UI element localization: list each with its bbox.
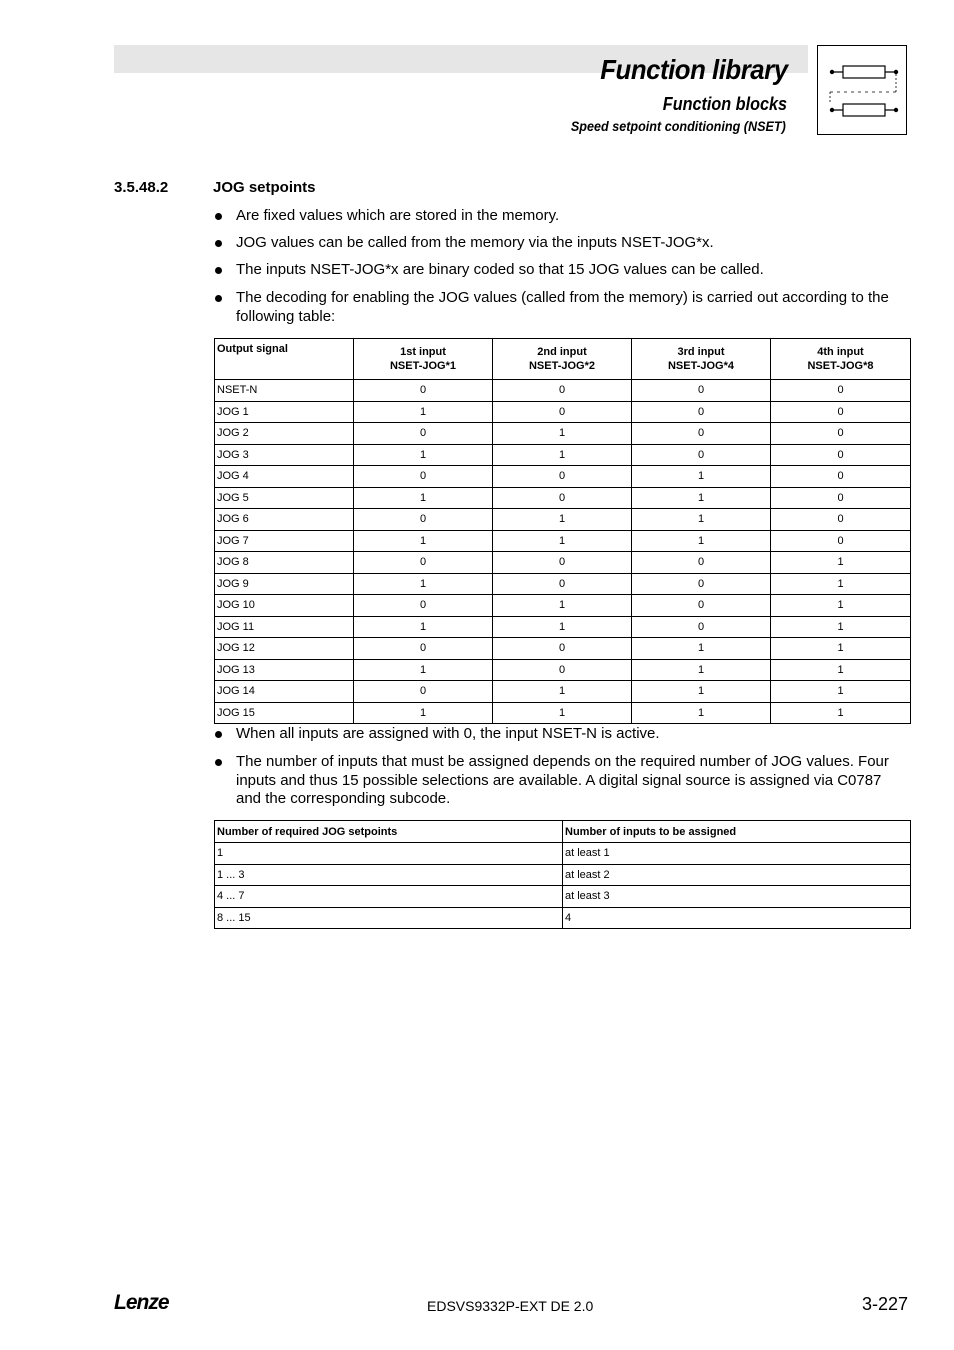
input-bit-cell: 0	[632, 401, 771, 423]
input-bit-cell: 1	[771, 702, 911, 724]
input-bit-cell: 1	[493, 702, 632, 724]
input-bit-cell: 0	[771, 401, 911, 423]
input-bit-cell: 1	[771, 573, 911, 595]
list-item-text: Are fixed values which are stored in the memory.	[236, 207, 560, 224]
section-title: JOG setpoints	[213, 179, 316, 196]
output-signal-cell: JOG 2	[215, 423, 354, 445]
input-bit-cell: 1	[771, 681, 911, 703]
table-row	[215, 843, 911, 865]
input-bit-cell: 0	[493, 659, 632, 681]
page-number: 3-227	[861, 1294, 908, 1314]
input-bit-cell: 0	[632, 552, 771, 574]
input-bit-cell: 1	[632, 466, 771, 488]
table-row	[215, 401, 911, 423]
input-bit-cell: 0	[632, 595, 771, 617]
output-signal-cell: JOG 5	[215, 487, 354, 509]
output-signal-cell: JOG 11	[215, 616, 354, 638]
input-bit-cell: 1	[632, 681, 771, 703]
table-row	[215, 864, 911, 886]
list-item-text: When all inputs are assigned with 0, the input NSET-N is active.	[236, 725, 660, 742]
section-number: 3.5.48.2	[114, 179, 169, 196]
output-signal-cell: JOG 4	[215, 466, 354, 488]
table-row	[215, 907, 911, 929]
input-bit-cell: 1	[771, 595, 911, 617]
table-row	[215, 573, 911, 595]
table-row	[215, 509, 911, 531]
page-title: Function library	[600, 54, 788, 85]
table-row	[215, 530, 911, 552]
table-header-row	[215, 339, 911, 380]
required-setpoints-cell: 4 ... 7	[215, 886, 563, 908]
table-row	[215, 681, 911, 703]
bullet-icon	[215, 759, 222, 766]
input-bit-cell: 1	[632, 659, 771, 681]
lenze-logo: Lenze	[114, 1291, 169, 1314]
input-bit-cell: 1	[493, 530, 632, 552]
list-item	[213, 289, 909, 326]
input-bit-cell: 1	[354, 444, 493, 466]
required-setpoints-cell: 8 ... 15	[215, 907, 563, 929]
table-row	[215, 444, 911, 466]
input-bit-cell: 1	[771, 552, 911, 574]
output-signal-cell: JOG 7	[215, 530, 354, 552]
input-bit-cell: 0	[771, 530, 911, 552]
input-bit-cell: 0	[771, 466, 911, 488]
required-setpoints-cell: 1 ... 3	[215, 864, 563, 886]
column-header: Number of inputs to be assigned	[563, 821, 911, 843]
input-bit-cell: 0	[493, 573, 632, 595]
input-bit-cell: 1	[354, 401, 493, 423]
bullet-icon	[215, 213, 222, 220]
table-row	[215, 487, 911, 509]
output-signal-cell: JOG 8	[215, 552, 354, 574]
output-signal-cell: JOG 10	[215, 595, 354, 617]
input-bit-cell: 1	[493, 616, 632, 638]
input-bit-cell: 0	[354, 595, 493, 617]
input-bit-cell: 1	[354, 573, 493, 595]
table-row	[215, 595, 911, 617]
input-bit-cell: 1	[632, 638, 771, 660]
input-bit-cell: 0	[493, 466, 632, 488]
table-row	[215, 423, 911, 445]
input-bit-cell: 0	[354, 380, 493, 402]
table-row	[215, 616, 911, 638]
input-bit-cell: 1	[493, 423, 632, 445]
input-bit-cell: 1	[771, 659, 911, 681]
list-item	[213, 261, 909, 280]
output-signal-cell: JOG 15	[215, 702, 354, 724]
input-bit-cell: 0	[632, 444, 771, 466]
required-inputs-table	[214, 820, 911, 929]
input-bit-cell: 0	[354, 638, 493, 660]
jog-decoding-table	[214, 338, 911, 724]
input-bit-cell: 1	[354, 616, 493, 638]
page-subtitle: Function blocks	[662, 94, 787, 114]
column-header: 4th input NSET-JOG*8	[771, 339, 911, 380]
output-signal-cell: JOG 1	[215, 401, 354, 423]
input-bit-cell: 0	[632, 423, 771, 445]
bullet-icon	[215, 240, 222, 247]
input-bit-cell: 0	[493, 552, 632, 574]
input-bit-cell: 1	[354, 702, 493, 724]
input-bit-cell: 0	[771, 509, 911, 531]
input-bit-cell: 0	[354, 552, 493, 574]
table-row	[215, 886, 911, 908]
input-bit-cell: 1	[354, 487, 493, 509]
input-bit-cell: 1	[493, 681, 632, 703]
list-item	[213, 207, 909, 226]
output-signal-cell: JOG 12	[215, 638, 354, 660]
output-signal-cell: NSET-N	[215, 380, 354, 402]
input-bit-cell: 1	[632, 509, 771, 531]
input-bit-cell: 0	[354, 509, 493, 531]
list-item	[213, 725, 909, 744]
function-block-icon	[817, 45, 907, 135]
list-item-text: The inputs NSET-JOG*x are binary coded so that 15 JOG values can be called.	[236, 261, 764, 278]
input-bit-cell: 1	[771, 616, 911, 638]
document-id: EDSVS9332P-EXT DE 2.0	[427, 1298, 594, 1314]
inputs-assigned-cell: at least 2	[563, 864, 911, 886]
required-setpoints-cell: 1	[215, 843, 563, 865]
output-signal-cell: JOG 6	[215, 509, 354, 531]
input-bit-cell: 0	[354, 423, 493, 445]
input-bit-cell: 0	[493, 487, 632, 509]
table-row	[215, 552, 911, 574]
list-item-text: JOG values can be called from the memory via the inputs NSET-JOG*x.	[236, 234, 714, 251]
output-signal-cell: JOG 3	[215, 444, 354, 466]
input-bit-cell: 0	[771, 380, 911, 402]
table-header-row	[215, 821, 911, 843]
input-bit-cell: 0	[493, 638, 632, 660]
table-row	[215, 702, 911, 724]
column-header: 1st input NSET-JOG*1	[354, 339, 493, 380]
input-bit-cell: 1	[354, 530, 493, 552]
output-signal-cell: JOG 14	[215, 681, 354, 703]
input-bit-cell: 1	[493, 595, 632, 617]
table-row	[215, 659, 911, 681]
input-bit-cell: 0	[632, 380, 771, 402]
bullet-icon	[215, 731, 222, 738]
input-bit-cell: 0	[771, 487, 911, 509]
input-bit-cell: 1	[354, 659, 493, 681]
input-bit-cell: 0	[771, 444, 911, 466]
table-row	[215, 380, 911, 402]
input-bit-cell: 0	[771, 423, 911, 445]
inputs-assigned-cell: at least 1	[563, 843, 911, 865]
input-bit-cell: 0	[632, 573, 771, 595]
input-bit-cell: 1	[632, 702, 771, 724]
inputs-assigned-cell: at least 3	[563, 886, 911, 908]
input-bit-cell: 1	[632, 530, 771, 552]
column-header: 3rd input NSET-JOG*4	[632, 339, 771, 380]
input-bit-cell: 0	[354, 466, 493, 488]
list-item	[213, 234, 909, 253]
list-item	[213, 753, 909, 809]
bullet-icon	[215, 295, 222, 302]
input-bit-cell: 1	[493, 509, 632, 531]
list-item-text: The decoding for enabling the JOG values (called from the memory) is carried out according to the following table:	[236, 289, 889, 325]
table-row	[215, 466, 911, 488]
column-header: Number of required JOG setpoints	[215, 821, 563, 843]
output-signal-cell: JOG 9	[215, 573, 354, 595]
inputs-assigned-cell: 4	[563, 907, 911, 929]
table-row	[215, 638, 911, 660]
section-path: Speed setpoint conditioning (NSET)	[571, 118, 786, 134]
input-bit-cell: 1	[771, 638, 911, 660]
input-bit-cell: 0	[493, 380, 632, 402]
column-header: Output signal	[215, 339, 354, 380]
input-bit-cell: 1	[493, 444, 632, 466]
output-signal-cell: JOG 13	[215, 659, 354, 681]
bullet-icon	[215, 267, 222, 274]
input-bit-cell: 0	[354, 681, 493, 703]
input-bit-cell: 0	[632, 616, 771, 638]
column-header: 2nd input NSET-JOG*2	[493, 339, 632, 380]
input-bit-cell: 1	[632, 487, 771, 509]
list-item-text: The number of inputs that must be assigned depends on the required number of JOG values. Four inputs and thus 15 possible selections are available. A digital signal source is assigned via C0787 and the corresponding subcode.	[236, 753, 889, 807]
input-bit-cell: 0	[493, 401, 632, 423]
